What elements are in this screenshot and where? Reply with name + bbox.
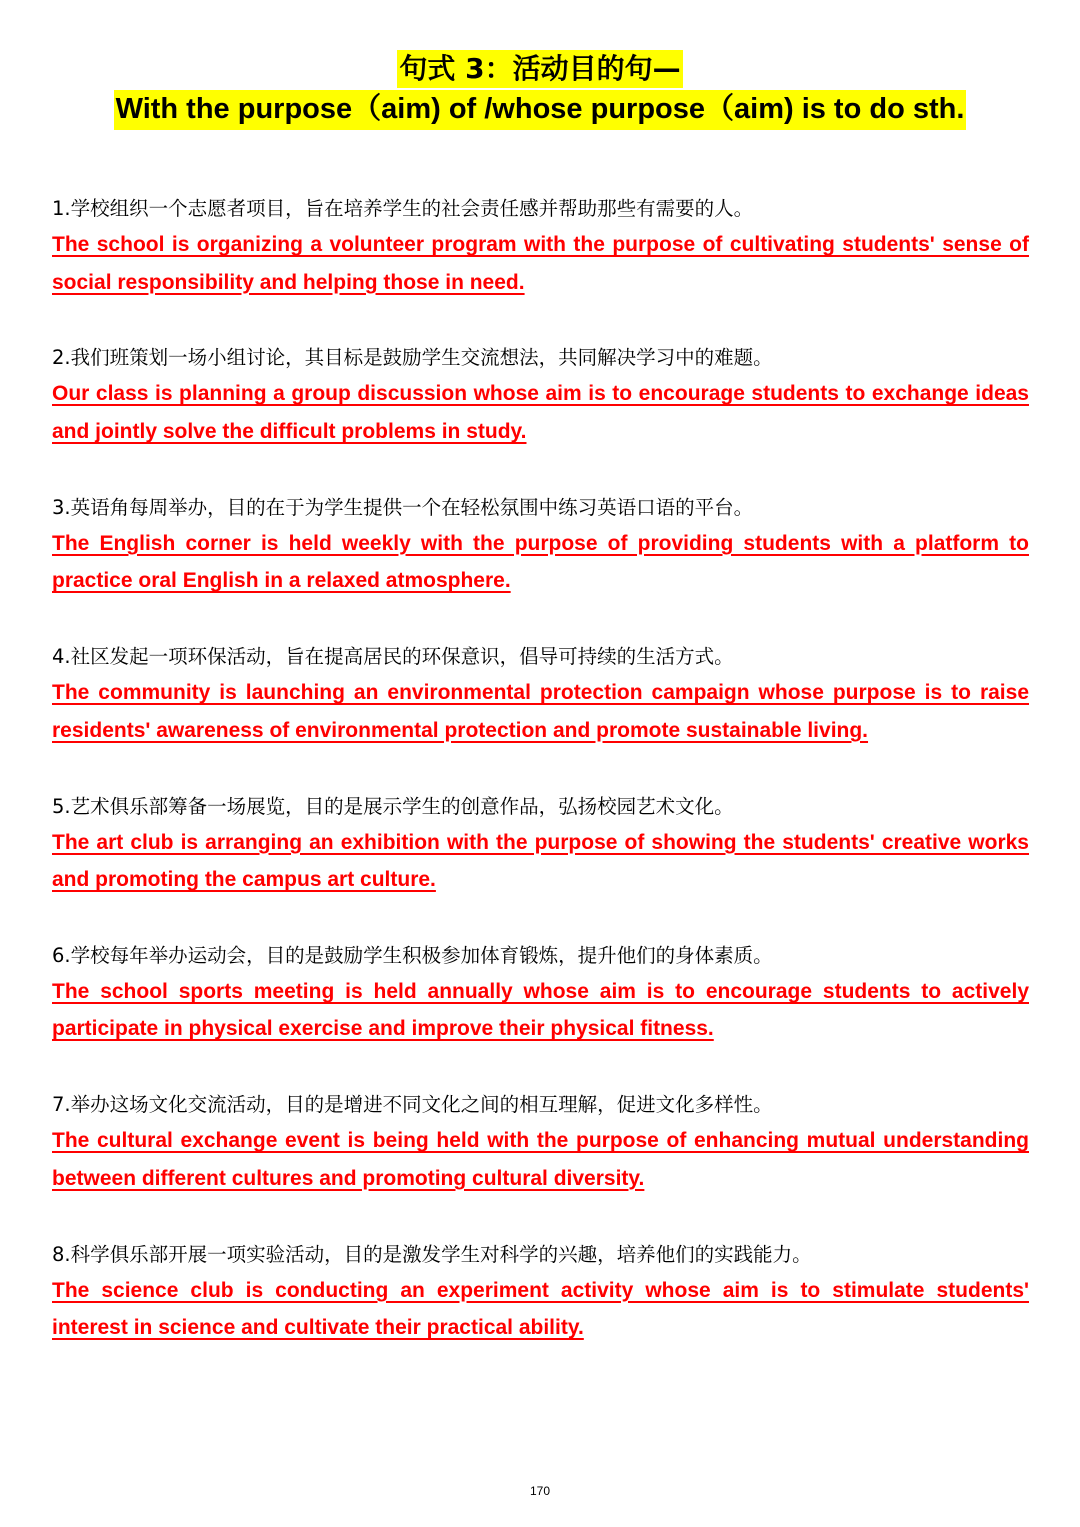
english-translation: The art club is arranging an exhibition with the purpose of showing the students' creative works and promoting the campus art culture. xyxy=(52,830,1029,892)
page-subtitle: With the purpose（aim) of /whose purpose（aim) is to do sth. xyxy=(114,90,967,129)
chinese-sentence: 3.英语角每周举办，目的在于为学生提供一个在轻松氛围中练习英语口语的平台。 xyxy=(52,495,754,519)
english-translation: Our class is planning a group discussion whose aim is to encourage students to exchange ideas and jointly solve the difficult problems in study. xyxy=(52,382,1029,443)
chinese-sentence: 5.艺术俱乐部筹备一场展览，目的是展示学生的创意作品，弘扬校园艺术文化。 xyxy=(52,794,734,818)
english-translation: The English corner is held weekly with the purpose of providing students with a platform to practice oral English in a relaxed atmosphere. xyxy=(52,531,1029,593)
list-item xyxy=(52,491,1029,640)
sentence-list xyxy=(52,192,1029,1387)
list-item xyxy=(52,640,1029,789)
english-translation: The school is organizing a volunteer program with the purpose of cultivating students' sense of social responsibility and helping those in need. xyxy=(52,233,1029,294)
chinese-sentence: 1.学校组织一个志愿者项目，旨在培养学生的社会责任感并帮助那些有需要的人。 xyxy=(52,197,754,220)
english-translation: The community is launching an environmental protection campaign whose purpose is to raise residents' awareness of environmental protection and promote sustainable living. xyxy=(52,681,1029,742)
page-number: 170 xyxy=(529,1484,551,1498)
page-header xyxy=(0,50,1080,130)
page-title: 句式 3：活动目的句— xyxy=(397,50,682,88)
list-item xyxy=(52,939,1029,1088)
list-item xyxy=(52,790,1029,939)
list-item xyxy=(52,192,1029,341)
list-item xyxy=(52,1238,1029,1387)
chinese-sentence: 2.我们班策划一场小组讨论，其目标是鼓励学生交流想法，共同解决学习中的难题。 xyxy=(52,346,773,370)
english-translation: The science club is conducting an experiment activity whose aim is to stimulate students' interest in science and cultivate their practical ability. xyxy=(52,1278,1029,1340)
chinese-sentence: 4.社区发起一项环保活动，旨在提高居民的环保意识，倡导可持续的生活方式。 xyxy=(52,645,734,669)
list-item xyxy=(52,1088,1029,1237)
english-translation: The school sports meeting is held annually whose aim is to encourage students to actively participate in physical exercise and improve their physical fitness. xyxy=(52,979,1029,1041)
english-translation: The cultural exchange event is being held with the purpose of enhancing mutual understanding between different cultures and promoting cultural diversity. xyxy=(52,1129,1029,1190)
chinese-sentence: 6.学校每年举办运动会，目的是鼓励学生积极参加体育锻炼，提升他们的身体素质。 xyxy=(52,943,773,967)
chinese-sentence: 8.科学俱乐部开展一项实验活动，目的是激发学生对科学的兴趣，培养他们的实践能力。 xyxy=(52,1242,812,1266)
chinese-sentence: 7.举办这场文化交流活动，目的是增进不同文化之间的相互理解，促进文化多样性。 xyxy=(52,1093,773,1117)
list-item xyxy=(52,341,1029,490)
